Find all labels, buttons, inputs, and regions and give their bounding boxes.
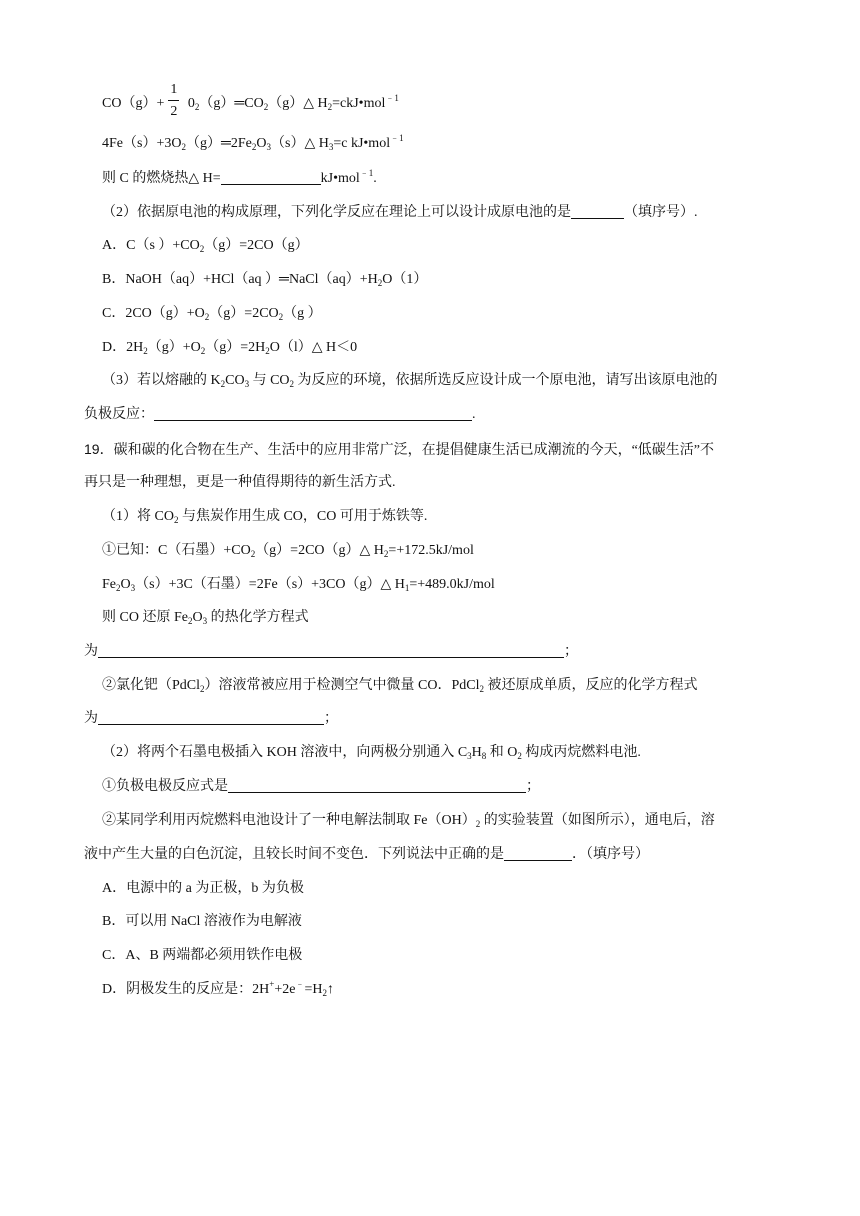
answer-blank[interactable] xyxy=(154,405,472,421)
option-c: C．$2CO(g)+O_2(g)=2CO_2(g$ ） xyxy=(102,306,322,322)
answer-line-thermochemical: 为 ； xyxy=(84,644,578,659)
question-19-intro: 19．碳和碳的化合物在生产、生活中的应用非常广泛，在提倡健康生活已成潮流的今天，“低碳生活”不 xyxy=(84,441,715,458)
question-line-part2: （2）依据原电池的构成原理，下列化学反应在理论上可以设计成原电池的是 （填序号）. xyxy=(102,205,698,220)
equation-line-co-combustion: CO（g）+ $\frac{1}{2}$ $0_2(g)═CO_2(g)\triangle$ $H_2=ckJ•mol^{﹣1}$ xyxy=(102,82,399,119)
question-line-combustion-heat: 则 C 的燃烧热△ H= kJ•mol$^{﹣1}$. xyxy=(102,168,377,186)
question-line-part3: （3）若以熔融的 $K_2CO_3$ 与 $CO_2$ 为反应的环境，依据所选反应设计成一个原电池，请写出该原电池的 xyxy=(102,373,718,389)
fraction-one-half: $\frac{1}{2}$ xyxy=(170,82,178,119)
option-a: A．电源中的 a 为正极，b 为负极 xyxy=(102,881,304,896)
question-19-part2: （2）将两个石墨电极插入 KOH 溶液中，向两极分别通入 $C_3H_8$ 和 $O_2$ 构成丙烷燃料电池. xyxy=(102,745,641,761)
option-a: A．C（s ）$+CO_2(g)=2CO(g)$ xyxy=(102,238,309,254)
option-d: D．$2H_2(g)+O_2(g)=2H_2O(l)\triangle$ H＜0 xyxy=(102,340,358,356)
option-b: B．NaOH（aq）+HCl（aq ）$═NaCl(aq)+H_2O(1)$ xyxy=(102,272,428,288)
question-line-anode-equation: ①负极电极反应式是 ； xyxy=(102,779,540,794)
answer-blank[interactable] xyxy=(571,203,624,219)
question-line-thermochemical: 则 CO 还原 $Fe_2O_3$ 的热化学方程式 xyxy=(102,610,309,626)
answer-blank[interactable] xyxy=(98,642,564,658)
option-c: C．A、B 两端都必须用铁作电极 xyxy=(102,948,303,963)
answer-line-pdcl2: 为 ； xyxy=(84,711,338,726)
answer-blank[interactable] xyxy=(228,777,526,793)
question-line-pdcl2: ②氯化钯（PdCl$_2$）溶液常被应用于检测空气中微量 CO．PdCl$_2$ 被还原成单质，反应的化学方程式 xyxy=(102,678,698,694)
question-line-anode-reaction: 负极反应： . xyxy=(84,407,476,422)
equation-line-graphite: ①已知：C（石墨）$+CO_2(g)=2CO(g)\triangle$ $H_2=+172.5kJ$/mol xyxy=(102,543,474,559)
answer-blank[interactable] xyxy=(504,845,572,861)
question-line-electrolysis-cont: 液中产生大量的白色沉淀，且较长时间不变色．下列说法中正确的是 ．（填序号） xyxy=(84,847,649,862)
option-b: B．可以用 NaCl 溶液作为电解液 xyxy=(102,914,302,929)
option-d: D．阴极发生的反应是：$2H^++2e^﹣=H_2↑$ xyxy=(102,979,334,998)
answer-blank[interactable] xyxy=(98,709,324,725)
question-19-intro-cont: 再只是一种理想，更是一种值得期待的新生活方式. xyxy=(84,475,396,490)
equation-line-fe-oxidation: $4Fe(s)+3O_2(g)═2Fe_2O_3(s)\triangle$ $H_3=c$ kJ•mol$^{﹣1}$ xyxy=(102,133,404,152)
answer-blank[interactable] xyxy=(221,169,321,185)
question-line-electrolysis: ②某同学利用丙烷燃料电池设计了一种电解法制取 $Fe(OH)_2$ 的实验装置（如图所示），通电后，溶 xyxy=(102,813,715,829)
question-19-part1: （1）将 $CO_2$ 与焦炭作用生成 CO，CO 可用于炼铁等. xyxy=(102,509,428,525)
equation-line-fe2o3: $Fe_2O_3(s)+3C$（石墨）=2Fe（s）+3CO（g）△ $H_1=+489.0kJ$/mol xyxy=(102,577,495,593)
question-number: 19． xyxy=(84,441,114,457)
